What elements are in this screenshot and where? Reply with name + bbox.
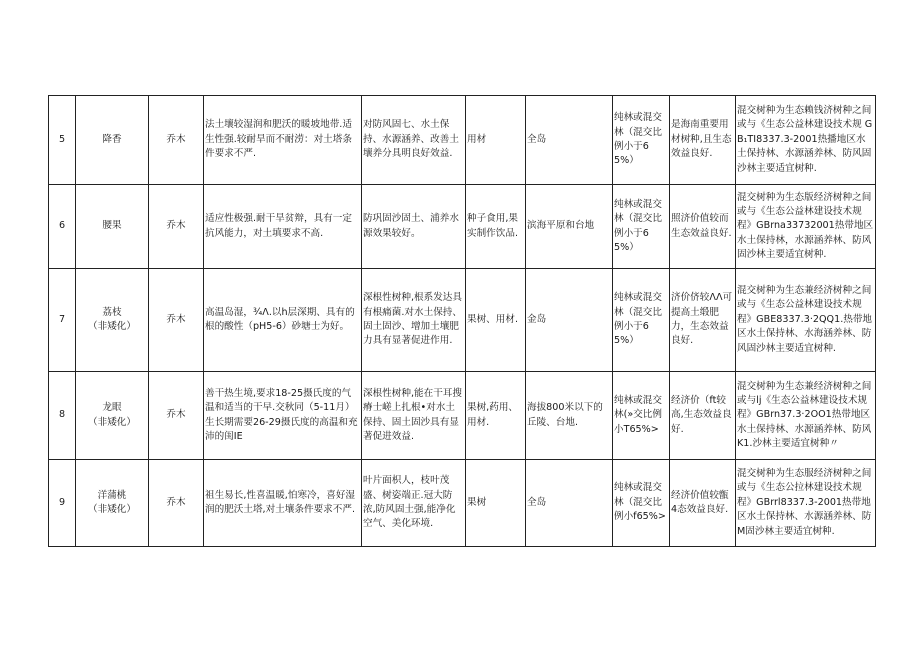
table-row <box>49 460 876 547</box>
species-name: 荔枝 （非矮化） <box>76 269 149 372</box>
tree-type: 乔木 <box>149 460 204 547</box>
main-use: 果树,药用、用材. <box>466 372 526 460</box>
value-assessment: 济价侪较ΛΛ可提高土缎肥力，生态效益良好. <box>670 269 736 372</box>
row-number: 6 <box>49 185 76 269</box>
remarks: 混交树种为生态赖钱济树种之间或与《生态公益林建设技术规 GB₁TI8337.3-2001热播地区水土保持林、水源涵养林、防风固沙林主要适宜树种. <box>736 96 876 185</box>
species-name: 龙眼 （非矮化） <box>76 372 149 460</box>
row-number: 5 <box>49 96 76 185</box>
ecological-function: 防巩固沙固土、浦养水源效果较好。 <box>362 185 466 269</box>
species-name: 洋蒲桃 （非矮化） <box>76 460 149 547</box>
growth-habit: 祖生易长,性喜温暖,怕寒冷，喜好湿润的肥沃土塔,对土壤条件要求不严. <box>204 460 362 547</box>
planting-mode: 纯林或混交林（混交比例小于65%） <box>613 185 670 269</box>
row-number: 8 <box>49 372 76 460</box>
suitable-area: 海拔800米以下的丘陵、台地. <box>526 372 613 460</box>
main-use: 种子食用,果实制作饮品. <box>466 185 526 269</box>
remarks: 混交树种为生态兼经济树种之间或与《生态公益林建设技术规程》GBE8337.3·2QQ1.热带地区水土保持林、水海涵养林、防风固沙林主要适宜树种. <box>736 269 876 372</box>
tree-type: 乔木 <box>149 185 204 269</box>
ecological-function: 叶片面枳人，枝叶茂盛、树姿端正.冠大防浓,防风固土强,能净化空气、美化环境. <box>362 460 466 547</box>
value-assessment: 是海南重要用材树种,且生态效益良好. <box>670 96 736 185</box>
remarks: 混交树种为生态服经济树种之间或与《生态公拉林建设技术规程》GBrrl8337.3-2001热带地区水土保持林、水源涵养林、防M固沙林主要适宜树种. <box>736 460 876 547</box>
growth-habit: 适应性极强.耐干旱贫辩，具有一定抗风能力，对土填要求不高. <box>204 185 362 269</box>
suitable-area: 滨海平原和台地 <box>526 185 613 269</box>
planting-mode: 纯林或混交林(»交比例小T65%> <box>613 372 670 460</box>
value-assessment: 照济价值较而生态效益良好. <box>670 185 736 269</box>
row-number: 7 <box>49 269 76 372</box>
table-row <box>49 185 876 269</box>
table-row <box>49 269 876 372</box>
main-use: 果树、用材. <box>466 269 526 372</box>
planting-mode: 纯林或混交林（混交比例小于65%） <box>613 96 670 185</box>
remarks: 混交树种为生态兼经济树种之间或与lj《生态公益林建设技术规程》GBrn37.3·2OO1热带地区水土保持林、水源涵养林、防风K1.沙林主要适宜树种〃 <box>736 372 876 460</box>
remarks: 混交树种为生态版经济树种之间或与《生态公益林建设技术规程》GBrna33732001热带地区水土保持林，水源涵养林、防风固沙林主要适宜树种. <box>736 185 876 269</box>
growth-habit: 法土壤较湿润和肥沃的暖坡地带.适生性强.较耐旱而不耐涝：对土塔条件要求不严. <box>204 96 362 185</box>
ecological-function: 深根性树种,能在干耳搜瘠士嵯上扎根•对水土保持、固土固沙具有显著促进效益. <box>362 372 466 460</box>
species-table <box>48 95 876 547</box>
main-use: 用材 <box>466 96 526 185</box>
value-assessment: 经济价（ft较高,生态效益良好. <box>670 372 736 460</box>
row-number: 9 <box>49 460 76 547</box>
species-name: 腰果 <box>76 185 149 269</box>
suitable-area: 金岛 <box>526 269 613 372</box>
value-assessment: 经济价值较甑4态效益良好. <box>670 460 736 547</box>
table-row <box>49 96 876 185</box>
suitable-area: 全岛 <box>526 460 613 547</box>
ecological-function: 对防风固七、水土保持、水源涵养、改善土壤养分具明良好效益. <box>362 96 466 185</box>
tree-type: 乔木 <box>149 96 204 185</box>
growth-habit: 善干热生境,要求18-25摄氏度的气温和适当的干早.交秋同（5-11月）生长期需要26-29摄氏度的高温和充沛的闺IE <box>204 372 362 460</box>
suitable-area: 全岛 <box>526 96 613 185</box>
growth-habit: 高温岛湿，¾Λ.以h层深期、具有的根的酸性（pH5-6）砂塘士为好。 <box>204 269 362 372</box>
planting-mode: 纯林或混交林（混交比例小f65%> <box>613 460 670 547</box>
main-use: 果树 <box>466 460 526 547</box>
tree-type: 乔木 <box>149 372 204 460</box>
tree-type: 乔木 <box>149 269 204 372</box>
table-row <box>49 372 876 460</box>
planting-mode: 纯林或混交林（混交比例小于65%） <box>613 269 670 372</box>
ecological-function: 深根性树种,根系发达具有根痛菌.对水土保持、固土固沙、增加土壤肥力具有显著促进作用. <box>362 269 466 372</box>
species-name: 降香 <box>76 96 149 185</box>
